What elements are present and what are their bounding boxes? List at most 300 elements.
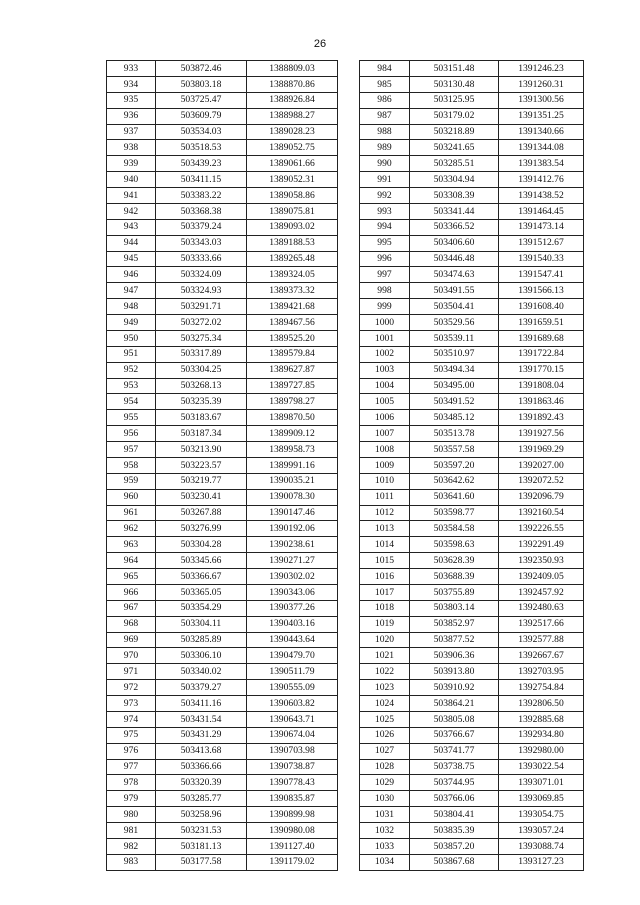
x-coordinate-cell: 503341.44 — [410, 203, 499, 219]
y-coordinate-cell: 1390147.46 — [247, 505, 338, 521]
y-coordinate-cell: 1390238.61 — [247, 537, 338, 553]
y-coordinate-cell: 1390035.21 — [247, 473, 338, 489]
y-coordinate-cell: 1391412.76 — [499, 172, 584, 188]
table-row — [107, 394, 338, 410]
table-row — [107, 664, 338, 680]
table-row — [107, 600, 338, 616]
table-row — [360, 156, 584, 172]
table-row — [107, 569, 338, 585]
table-row — [107, 267, 338, 283]
x-coordinate-cell: 503231.53 — [156, 823, 247, 839]
x-coordinate-cell: 503304.25 — [156, 362, 247, 378]
x-coordinate-cell: 503183.67 — [156, 410, 247, 426]
x-coordinate-cell: 503235.39 — [156, 394, 247, 410]
table-row — [107, 759, 338, 775]
x-coordinate-cell: 503598.63 — [410, 537, 499, 553]
point-number-cell: 1019 — [360, 616, 410, 632]
y-coordinate-cell: 1388988.27 — [247, 108, 338, 124]
point-number-cell: 956 — [107, 426, 156, 442]
x-coordinate-cell: 503877.52 — [410, 632, 499, 648]
x-coordinate-cell: 503741.77 — [410, 743, 499, 759]
point-number-cell: 1024 — [360, 696, 410, 712]
y-coordinate-cell: 1390192.06 — [247, 521, 338, 537]
table-row — [107, 92, 338, 108]
x-coordinate-cell: 503766.67 — [410, 727, 499, 743]
table-row — [360, 791, 584, 807]
y-coordinate-cell: 1388809.03 — [247, 61, 338, 77]
table-row — [360, 743, 584, 759]
point-number-cell: 946 — [107, 267, 156, 283]
point-number-cell: 966 — [107, 584, 156, 600]
y-coordinate-cell: 1390778.43 — [247, 775, 338, 791]
x-coordinate-cell: 503439.23 — [156, 156, 247, 172]
y-coordinate-cell: 1393022.54 — [499, 759, 584, 775]
point-number-cell: 1023 — [360, 680, 410, 696]
y-coordinate-cell: 1390343.06 — [247, 584, 338, 600]
table-row — [107, 140, 338, 156]
y-coordinate-cell: 1391770.15 — [499, 362, 584, 378]
x-coordinate-cell: 503597.20 — [410, 457, 499, 473]
y-coordinate-cell: 1390738.87 — [247, 759, 338, 775]
x-coordinate-cell: 503379.27 — [156, 680, 247, 696]
x-coordinate-cell: 503738.75 — [410, 759, 499, 775]
y-coordinate-cell: 1392885.68 — [499, 711, 584, 727]
y-coordinate-cell: 1393071.01 — [499, 775, 584, 791]
x-coordinate-cell: 503285.89 — [156, 632, 247, 648]
x-coordinate-cell: 503187.34 — [156, 426, 247, 442]
point-number-cell: 940 — [107, 172, 156, 188]
point-number-cell: 957 — [107, 442, 156, 458]
point-number-cell: 1014 — [360, 537, 410, 553]
table-row — [360, 553, 584, 569]
x-coordinate-cell: 503411.15 — [156, 172, 247, 188]
y-coordinate-cell: 1391383.54 — [499, 156, 584, 172]
table-row — [360, 584, 584, 600]
table-row — [107, 76, 338, 92]
x-coordinate-cell: 503366.52 — [410, 219, 499, 235]
point-number-cell: 971 — [107, 664, 156, 680]
table-row — [360, 378, 584, 394]
y-coordinate-cell: 1390078.30 — [247, 489, 338, 505]
y-coordinate-cell: 1389052.75 — [247, 140, 338, 156]
point-number-cell: 969 — [107, 632, 156, 648]
table-row — [360, 188, 584, 204]
point-number-cell: 944 — [107, 235, 156, 251]
y-coordinate-cell: 1390643.71 — [247, 711, 338, 727]
y-coordinate-cell: 1390703.98 — [247, 743, 338, 759]
point-number-cell: 1022 — [360, 664, 410, 680]
point-number-cell: 1001 — [360, 330, 410, 346]
point-number-cell: 938 — [107, 140, 156, 156]
point-number-cell: 1018 — [360, 600, 410, 616]
x-coordinate-cell: 503324.09 — [156, 267, 247, 283]
y-coordinate-cell: 1389052.31 — [247, 172, 338, 188]
y-coordinate-cell: 1388870.86 — [247, 76, 338, 92]
point-number-cell: 1034 — [360, 854, 410, 870]
table-row — [107, 537, 338, 553]
y-coordinate-cell: 1392754.84 — [499, 680, 584, 696]
x-coordinate-cell: 503317.89 — [156, 346, 247, 362]
x-coordinate-cell: 503913.80 — [410, 664, 499, 680]
point-number-cell: 983 — [107, 854, 156, 870]
point-number-cell: 995 — [360, 235, 410, 251]
table-row — [360, 330, 584, 346]
y-coordinate-cell: 1390555.09 — [247, 680, 338, 696]
table-row — [360, 569, 584, 585]
table-row — [360, 76, 584, 92]
point-number-cell: 987 — [360, 108, 410, 124]
y-coordinate-cell: 1392457.92 — [499, 584, 584, 600]
y-coordinate-cell: 1392980.00 — [499, 743, 584, 759]
x-coordinate-cell: 503513.78 — [410, 426, 499, 442]
y-coordinate-cell: 1393127.23 — [499, 854, 584, 870]
point-number-cell: 1015 — [360, 553, 410, 569]
point-number-cell: 968 — [107, 616, 156, 632]
x-coordinate-cell: 503285.51 — [410, 156, 499, 172]
y-coordinate-cell: 1391340.66 — [499, 124, 584, 140]
point-number-cell: 973 — [107, 696, 156, 712]
x-coordinate-cell: 503354.29 — [156, 600, 247, 616]
x-coordinate-cell: 503304.94 — [410, 172, 499, 188]
table-row — [107, 696, 338, 712]
table-row — [107, 442, 338, 458]
point-number-cell: 959 — [107, 473, 156, 489]
table-row — [360, 394, 584, 410]
table-row — [107, 124, 338, 140]
x-coordinate-cell: 503267.88 — [156, 505, 247, 521]
table-row — [107, 505, 338, 521]
y-coordinate-cell: 1389727.85 — [247, 378, 338, 394]
y-coordinate-cell: 1392703.95 — [499, 664, 584, 680]
y-coordinate-cell: 1390443.64 — [247, 632, 338, 648]
point-number-cell: 942 — [107, 203, 156, 219]
point-number-cell: 1002 — [360, 346, 410, 362]
table-row — [107, 410, 338, 426]
point-number-cell: 933 — [107, 61, 156, 77]
point-number-cell: 1011 — [360, 489, 410, 505]
y-coordinate-cell: 1390377.26 — [247, 600, 338, 616]
page-number: 26 — [313, 38, 327, 50]
y-coordinate-cell: 1391659.51 — [499, 315, 584, 331]
x-coordinate-cell: 503276.99 — [156, 521, 247, 537]
x-coordinate-cell: 503598.77 — [410, 505, 499, 521]
point-number-cell: 963 — [107, 537, 156, 553]
table-row — [360, 664, 584, 680]
point-number-cell: 992 — [360, 188, 410, 204]
table-row — [360, 473, 584, 489]
x-coordinate-cell: 503125.95 — [410, 92, 499, 108]
point-number-cell: 985 — [360, 76, 410, 92]
table-row — [107, 330, 338, 346]
point-number-cell: 964 — [107, 553, 156, 569]
table-row — [360, 203, 584, 219]
table-row — [360, 108, 584, 124]
point-number-cell: 997 — [360, 267, 410, 283]
point-number-cell: 1013 — [360, 521, 410, 537]
y-coordinate-cell: 1389958.73 — [247, 442, 338, 458]
coordinates-table-left — [106, 60, 338, 871]
x-coordinate-cell: 503584.58 — [410, 521, 499, 537]
y-coordinate-cell: 1390835.87 — [247, 791, 338, 807]
table-row — [107, 346, 338, 362]
x-coordinate-cell: 503805.08 — [410, 711, 499, 727]
table-row — [107, 521, 338, 537]
y-coordinate-cell: 1392350.93 — [499, 553, 584, 569]
y-coordinate-cell: 1391351.25 — [499, 108, 584, 124]
point-number-cell: 943 — [107, 219, 156, 235]
point-number-cell: 958 — [107, 457, 156, 473]
y-coordinate-cell: 1391892.43 — [499, 410, 584, 426]
table-row — [360, 172, 584, 188]
x-coordinate-cell: 503491.52 — [410, 394, 499, 410]
table-row — [360, 600, 584, 616]
x-coordinate-cell: 503213.90 — [156, 442, 247, 458]
table-row — [360, 457, 584, 473]
table-row — [107, 727, 338, 743]
x-coordinate-cell: 503241.65 — [410, 140, 499, 156]
point-number-cell: 965 — [107, 569, 156, 585]
x-coordinate-cell: 503285.77 — [156, 791, 247, 807]
point-number-cell: 1021 — [360, 648, 410, 664]
x-coordinate-cell: 503688.39 — [410, 569, 499, 585]
y-coordinate-cell: 1391260.31 — [499, 76, 584, 92]
point-number-cell: 1003 — [360, 362, 410, 378]
table-body — [107, 61, 338, 871]
table-row — [107, 632, 338, 648]
x-coordinate-cell: 503272.02 — [156, 315, 247, 331]
x-coordinate-cell: 503333.66 — [156, 251, 247, 267]
y-coordinate-cell: 1393088.74 — [499, 838, 584, 854]
x-coordinate-cell: 503628.39 — [410, 553, 499, 569]
table-row — [107, 61, 338, 77]
y-coordinate-cell: 1391566.13 — [499, 283, 584, 299]
point-number-cell: 999 — [360, 299, 410, 315]
table-row — [360, 648, 584, 664]
y-coordinate-cell: 1389058.86 — [247, 188, 338, 204]
table-row — [360, 680, 584, 696]
point-number-cell: 1005 — [360, 394, 410, 410]
x-coordinate-cell: 503181.13 — [156, 838, 247, 854]
y-coordinate-cell: 1392291.49 — [499, 537, 584, 553]
point-number-cell: 1012 — [360, 505, 410, 521]
point-number-cell: 1008 — [360, 442, 410, 458]
y-coordinate-cell: 1389798.27 — [247, 394, 338, 410]
table-body — [360, 61, 584, 871]
y-coordinate-cell: 1388926.84 — [247, 92, 338, 108]
x-coordinate-cell: 503411.16 — [156, 696, 247, 712]
table-row — [107, 188, 338, 204]
table-row — [360, 61, 584, 77]
x-coordinate-cell: 503324.93 — [156, 283, 247, 299]
table-row — [360, 315, 584, 331]
table-row — [360, 235, 584, 251]
x-coordinate-cell: 503864.21 — [410, 696, 499, 712]
table-row — [107, 680, 338, 696]
x-coordinate-cell: 503366.67 — [156, 569, 247, 585]
x-coordinate-cell: 503766.06 — [410, 791, 499, 807]
x-coordinate-cell: 503219.77 — [156, 473, 247, 489]
y-coordinate-cell: 1391464.45 — [499, 203, 584, 219]
table-row — [107, 203, 338, 219]
point-number-cell: 945 — [107, 251, 156, 267]
point-number-cell: 962 — [107, 521, 156, 537]
y-coordinate-cell: 1391473.14 — [499, 219, 584, 235]
point-number-cell: 951 — [107, 346, 156, 362]
x-coordinate-cell: 503268.13 — [156, 378, 247, 394]
table-row — [107, 315, 338, 331]
y-coordinate-cell: 1391438.52 — [499, 188, 584, 204]
y-coordinate-cell: 1389991.16 — [247, 457, 338, 473]
table-row — [107, 299, 338, 315]
x-coordinate-cell: 503803.18 — [156, 76, 247, 92]
coordinates-table-right — [359, 60, 584, 871]
table-row — [107, 219, 338, 235]
y-coordinate-cell: 1389028.23 — [247, 124, 338, 140]
x-coordinate-cell: 503130.48 — [410, 76, 499, 92]
table-row — [360, 299, 584, 315]
x-coordinate-cell: 503308.39 — [410, 188, 499, 204]
table-row — [360, 854, 584, 870]
table-row — [107, 251, 338, 267]
point-number-cell: 994 — [360, 219, 410, 235]
x-coordinate-cell: 503379.24 — [156, 219, 247, 235]
table-row — [107, 426, 338, 442]
x-coordinate-cell: 503258.96 — [156, 807, 247, 823]
table-row — [360, 632, 584, 648]
y-coordinate-cell: 1389075.81 — [247, 203, 338, 219]
point-number-cell: 986 — [360, 92, 410, 108]
x-coordinate-cell: 503744.95 — [410, 775, 499, 791]
point-number-cell: 974 — [107, 711, 156, 727]
x-coordinate-cell: 503910.92 — [410, 680, 499, 696]
y-coordinate-cell: 1392027.00 — [499, 457, 584, 473]
point-number-cell: 1007 — [360, 426, 410, 442]
table-row — [107, 156, 338, 172]
point-number-cell: 981 — [107, 823, 156, 839]
point-number-cell: 1009 — [360, 457, 410, 473]
point-number-cell: 954 — [107, 394, 156, 410]
point-number-cell: 939 — [107, 156, 156, 172]
y-coordinate-cell: 1389870.50 — [247, 410, 338, 426]
x-coordinate-cell: 503151.48 — [410, 61, 499, 77]
x-coordinate-cell: 503495.00 — [410, 378, 499, 394]
table-row — [360, 711, 584, 727]
x-coordinate-cell: 503365.05 — [156, 584, 247, 600]
point-number-cell: 1032 — [360, 823, 410, 839]
y-coordinate-cell: 1392806.50 — [499, 696, 584, 712]
y-coordinate-cell: 1390899.98 — [247, 807, 338, 823]
x-coordinate-cell: 503431.54 — [156, 711, 247, 727]
x-coordinate-cell: 503852.97 — [410, 616, 499, 632]
point-number-cell: 948 — [107, 299, 156, 315]
y-coordinate-cell: 1391689.68 — [499, 330, 584, 346]
y-coordinate-cell: 1391722.84 — [499, 346, 584, 362]
table-row — [360, 426, 584, 442]
table-row — [360, 442, 584, 458]
y-coordinate-cell: 1389188.53 — [247, 235, 338, 251]
table-row — [360, 823, 584, 839]
table-row — [107, 775, 338, 791]
table-row — [107, 108, 338, 124]
table-row — [360, 505, 584, 521]
x-coordinate-cell: 503345.66 — [156, 553, 247, 569]
point-number-cell: 934 — [107, 76, 156, 92]
y-coordinate-cell: 1392072.52 — [499, 473, 584, 489]
y-coordinate-cell: 1393069.85 — [499, 791, 584, 807]
table-row — [360, 346, 584, 362]
point-number-cell: 953 — [107, 378, 156, 394]
point-number-cell: 1004 — [360, 378, 410, 394]
x-coordinate-cell: 503485.12 — [410, 410, 499, 426]
point-number-cell: 952 — [107, 362, 156, 378]
x-coordinate-cell: 503803.14 — [410, 600, 499, 616]
point-number-cell: 1033 — [360, 838, 410, 854]
x-coordinate-cell: 503609.79 — [156, 108, 247, 124]
point-number-cell: 947 — [107, 283, 156, 299]
table-row — [360, 219, 584, 235]
table-row — [360, 838, 584, 854]
x-coordinate-cell: 503306.10 — [156, 648, 247, 664]
y-coordinate-cell: 1389324.05 — [247, 267, 338, 283]
point-number-cell: 982 — [107, 838, 156, 854]
x-coordinate-cell: 503534.03 — [156, 124, 247, 140]
x-coordinate-cell: 503340.02 — [156, 664, 247, 680]
x-coordinate-cell: 503275.34 — [156, 330, 247, 346]
y-coordinate-cell: 1392409.05 — [499, 569, 584, 585]
x-coordinate-cell: 503641.60 — [410, 489, 499, 505]
point-number-cell: 984 — [360, 61, 410, 77]
y-coordinate-cell: 1391179.02 — [247, 854, 338, 870]
x-coordinate-cell: 503366.66 — [156, 759, 247, 775]
x-coordinate-cell: 503406.60 — [410, 235, 499, 251]
x-coordinate-cell: 503368.38 — [156, 203, 247, 219]
x-coordinate-cell: 503494.34 — [410, 362, 499, 378]
y-coordinate-cell: 1389421.68 — [247, 299, 338, 315]
y-coordinate-cell: 1391969.29 — [499, 442, 584, 458]
table-row — [360, 410, 584, 426]
point-number-cell: 967 — [107, 600, 156, 616]
table-row — [107, 854, 338, 870]
x-coordinate-cell: 503179.02 — [410, 108, 499, 124]
point-number-cell: 1029 — [360, 775, 410, 791]
x-coordinate-cell: 503510.97 — [410, 346, 499, 362]
x-coordinate-cell: 503304.28 — [156, 537, 247, 553]
y-coordinate-cell: 1390302.02 — [247, 569, 338, 585]
y-coordinate-cell: 1392934.80 — [499, 727, 584, 743]
point-number-cell: 937 — [107, 124, 156, 140]
point-number-cell: 988 — [360, 124, 410, 140]
table-row — [360, 521, 584, 537]
y-coordinate-cell: 1391512.67 — [499, 235, 584, 251]
x-coordinate-cell: 503518.53 — [156, 140, 247, 156]
point-number-cell: 955 — [107, 410, 156, 426]
table-row — [107, 283, 338, 299]
point-number-cell: 1031 — [360, 807, 410, 823]
table-row — [107, 584, 338, 600]
point-number-cell: 970 — [107, 648, 156, 664]
x-coordinate-cell: 503755.89 — [410, 584, 499, 600]
x-coordinate-cell: 503177.58 — [156, 854, 247, 870]
table-row — [107, 791, 338, 807]
y-coordinate-cell: 1391863.46 — [499, 394, 584, 410]
point-number-cell: 978 — [107, 775, 156, 791]
x-coordinate-cell: 503504.41 — [410, 299, 499, 315]
table-row — [107, 235, 338, 251]
point-number-cell: 989 — [360, 140, 410, 156]
table-row — [107, 616, 338, 632]
y-coordinate-cell: 1389467.56 — [247, 315, 338, 331]
y-coordinate-cell: 1392096.79 — [499, 489, 584, 505]
